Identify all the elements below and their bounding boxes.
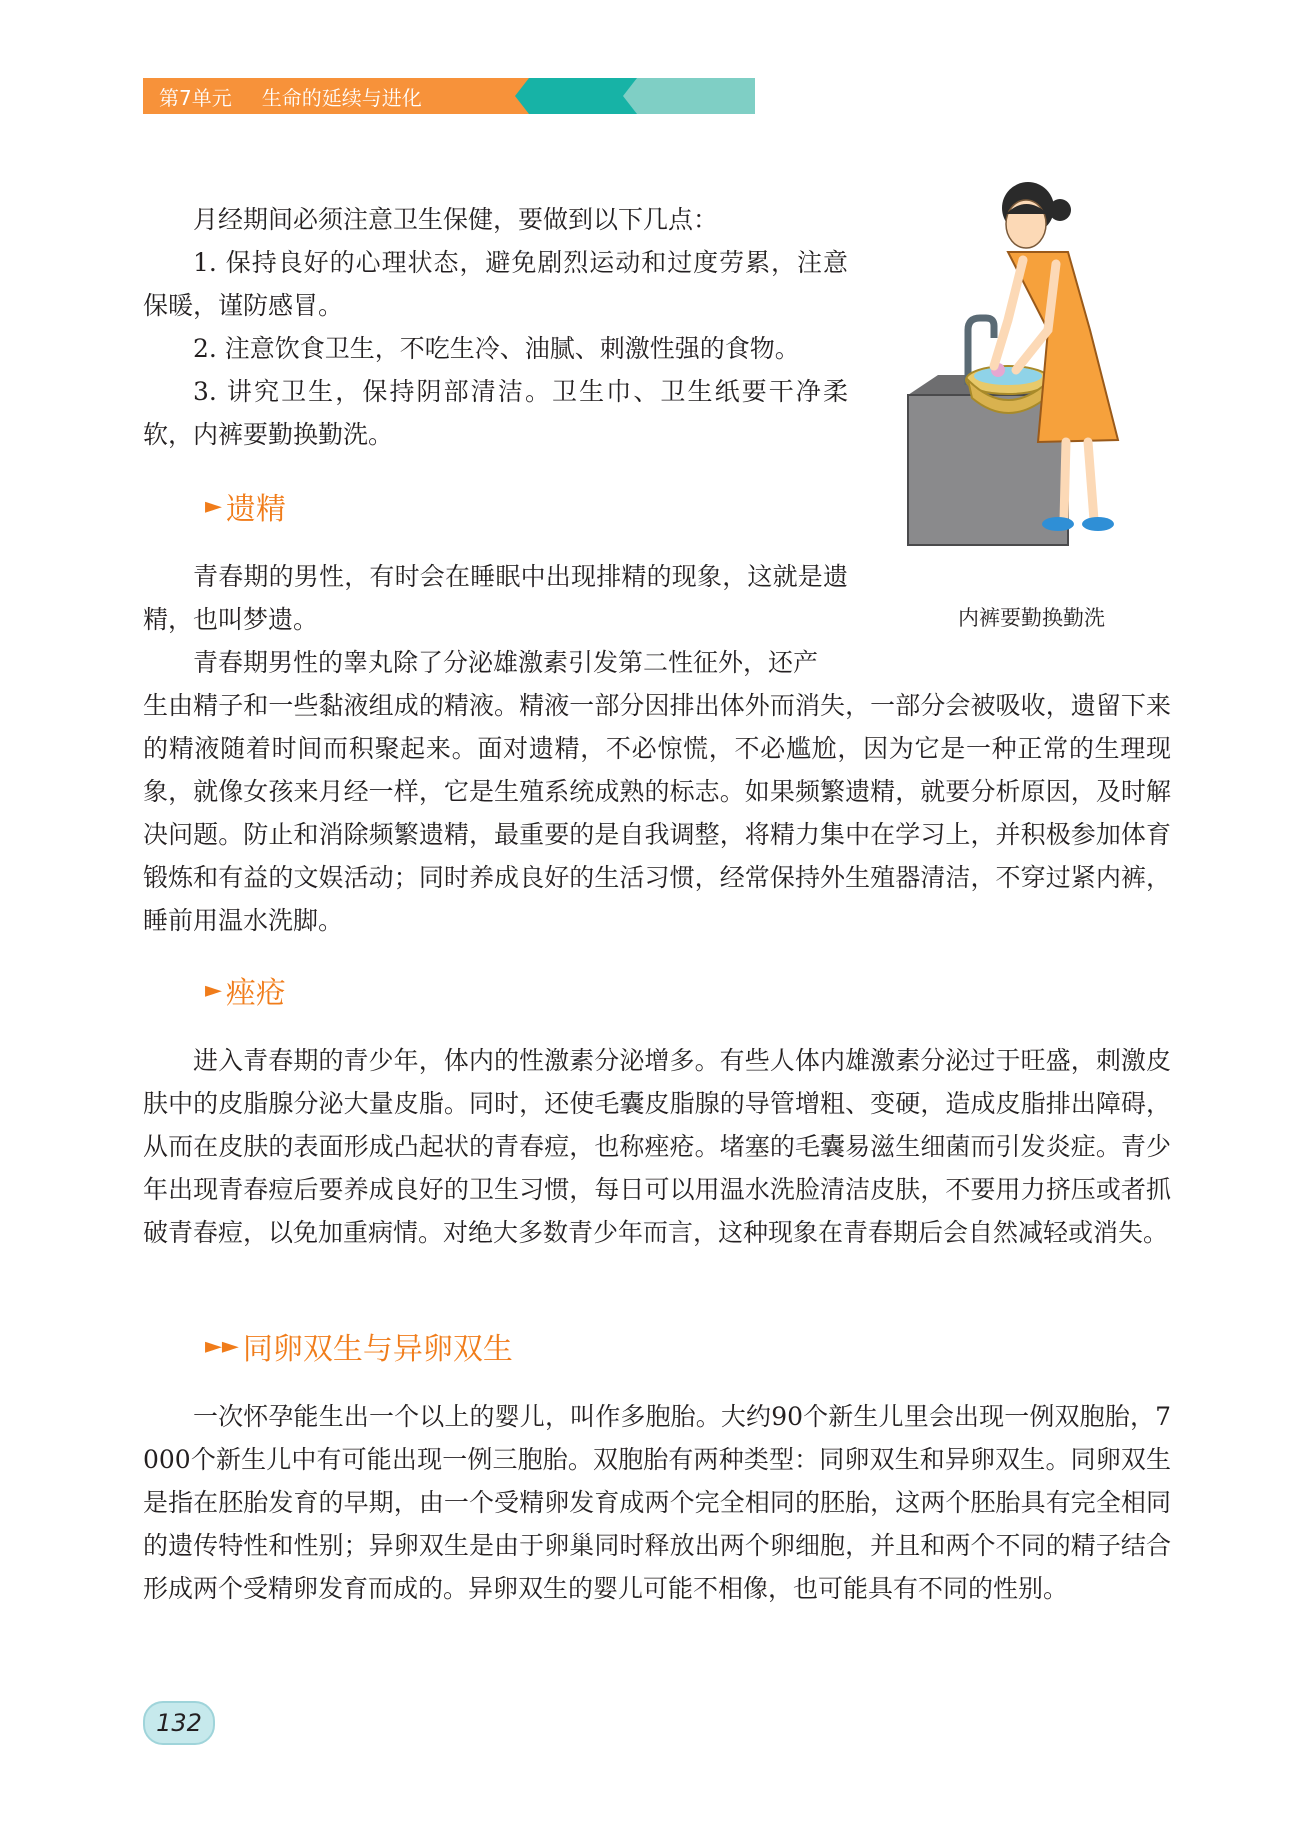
intro-point-2: 2. 注意饮食卫生，不吃生冷、油腻、刺激性强的食物。 <box>193 334 800 363</box>
section-heading-twins <box>205 1324 513 1368</box>
unit-title: 生命的延续与进化 <box>261 85 422 110</box>
acne-paragraph: 进入青春期的青少年，体内的性激素分泌增多。有些人体内雄激素分泌过于旺盛，刺激皮肤中的皮脂腺分泌大量皮脂。同时，还使毛囊皮脂腺的导管增粗、变硬，造成皮脂排出障碍，从而在皮肤的表面形成凸起状的青春痘，也称痤疮。堵塞的毛囊易滋生细菌而引发炎症。青少年出现青春痘后要养成良好的卫生习惯，每日可以用温水洗脸清洁皮肤，不要用力挤压或者抓破青春痘，以免加重病情。对绝大多数青少年而言，这种现象在青春期后会自然减轻或消失。 <box>143 1046 1171 1247</box>
unit-header-label <box>143 78 529 114</box>
intro-point-1: 1. 保持良好的心理状态，避免剧烈运动和过度劳累，注意保暖，谨防感冒。 <box>143 248 848 320</box>
section-title: 同卵双生与异卵双生 <box>242 1332 513 1367</box>
emission-paragraph-2-line1: 青春期男性的睾丸除了分泌雄激素引发第二性征外，还产 <box>193 648 819 677</box>
emission-paragraph-2-rest: 生由精子和一些黏液组成的精液。精液一部分因排出体外而消失，一部分会被吸收，遗留下来的精液随着时间而积聚起来。面对遗精，不必惊慌，不必尴尬，因为它是一种正常的生理现象，就像女孩来月经一样，它是生殖系统成熟的标志。如果频繁遗精，就要分析原因，及时解决问题。防止和消除频繁遗精，最重要的是自我调整，将精力集中在学习上，并积极参加体育锻炼和有益的文娱活动；同时养成良好的生活习惯，经常保持外生殖器清洁，不穿过紧内裤，睡前用温水洗脚。 <box>143 691 1171 935</box>
triangle-marker-icon: ► <box>205 977 222 1003</box>
intro-point-3: 3. 讲究卫生，保持阴部清洁。卫生巾、卫生纸要干净柔软，内裤要勤换勤洗。 <box>143 377 848 449</box>
unit-number: 第7单元 <box>159 85 232 110</box>
slipper-right <box>1082 517 1114 531</box>
ponytail <box>1049 199 1071 221</box>
legs <box>1064 442 1094 520</box>
soap-water <box>974 367 1042 385</box>
section-heading-acne <box>205 968 286 1012</box>
double-triangle-marker-icon: ►► <box>205 1333 239 1359</box>
slipper-left <box>1042 517 1074 531</box>
header-teal-block <box>515 78 637 114</box>
unit-header-bar <box>143 78 769 114</box>
arm-left <box>994 260 1023 366</box>
header-light-teal-block <box>623 78 755 114</box>
figure-caption: 内裤要勤换勤洗 <box>958 606 1105 630</box>
section-title: 遗精 <box>225 492 286 527</box>
emission-paragraph-1: 青春期的男性，有时会在睡眠中出现排精的现象，这就是遗精，也叫梦遗。 <box>143 562 848 634</box>
triangle-marker-icon: ► <box>205 493 222 519</box>
intro-lead: 月经期间必须注意卫生保健，要做到以下几点： <box>193 205 719 234</box>
section-heading-emission <box>205 484 286 528</box>
twins-paragraph: 一次怀孕能生出一个以上的婴儿，叫作多胞胎。大约90个新生儿里会出现一例双胞胎，7 000个新生儿中有可能出现一例三胞胎。双胞胎有两种类型：同卵双生和异卵双生。同卵双生是指在胚胎发育的早期，由一个受精卵发育成两个完全相同的胚胎，这两个胚胎具有完全相同的遗传特性和性别；异卵双生是由于卵巢同时释放出两个卵细胞，并且和两个不同的精子结合形成两个受精卵发育而成的。异卵双生的婴儿可能不相像，也可能具有不同的性别。 <box>143 1402 1171 1603</box>
section-title: 痤疮 <box>225 976 286 1011</box>
girl-washing-underwear-illustration <box>898 180 1148 550</box>
page-number: 132 <box>143 1701 215 1745</box>
